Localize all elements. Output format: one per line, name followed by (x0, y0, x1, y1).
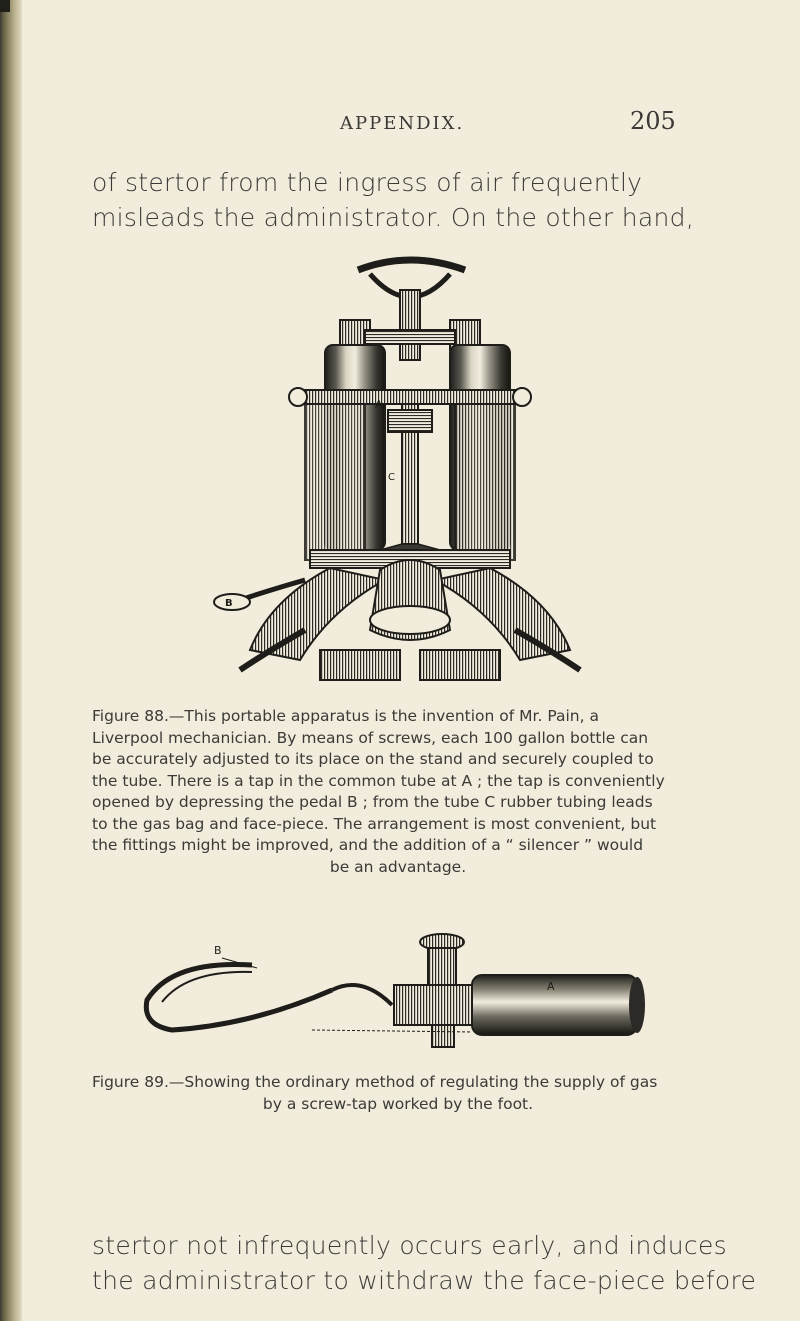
figure-88-illustration (210, 250, 610, 690)
figure-89-caption (92, 1072, 704, 1115)
page-number: 205 (630, 107, 676, 135)
caption-line: be accurately adjusted to its place on the stand and securely coupled to (92, 750, 654, 768)
book-binding-edge (0, 0, 22, 1321)
caption-line: Liverpool mechanician. By means of screws, each 100 gallon bottle can (92, 728, 649, 747)
body-text-top (92, 165, 712, 235)
caption-line: to the gas bag and face-piece. The arrangement is most convenient, but (92, 814, 657, 833)
caption-line: be an advantage. (329, 857, 467, 876)
binding-shadow (0, 0, 10, 12)
text-line: of stertor from the ingress of air frequently (92, 168, 643, 197)
caption-line: opened by depressing the pedal B ; from the tube C rubber tubing leads (92, 793, 653, 811)
label-a: A (375, 398, 383, 411)
running-title: APPENDIX. (340, 113, 465, 134)
label-c: C (388, 472, 395, 483)
figure-88-caption (92, 706, 704, 878)
caption-line: by a screw-tap worked by the foot. (262, 1094, 534, 1113)
figure-89-illustration (132, 930, 652, 1060)
label-a: A (547, 980, 555, 993)
body-text-bottom (92, 1228, 757, 1298)
caption-line: Figure 89.—Showing the ordinary method of regulating the supply of gas (92, 1073, 658, 1091)
running-header (0, 105, 800, 145)
text-line: misleads the administrator. On the other hand, (92, 203, 695, 232)
caption-line: the tube. There is a tap in the common tube at A ; the tap is conveniently (92, 771, 665, 790)
caption-line: the fittings might be improved, and the addition of a “ silencer ” would (92, 836, 644, 854)
caption-line: Figure 88.—This portable apparatus is the invention of Mr. Pain, a (92, 707, 599, 725)
text-line: stertor not infrequently occurs early, and induces (92, 1231, 727, 1260)
screw-tap-engraving (132, 930, 652, 1060)
label-b: B (214, 944, 222, 957)
text-line: the administrator to withdraw the face-piece before (92, 1266, 757, 1295)
label-b: B (225, 598, 233, 609)
apparatus-engraving (210, 250, 610, 690)
